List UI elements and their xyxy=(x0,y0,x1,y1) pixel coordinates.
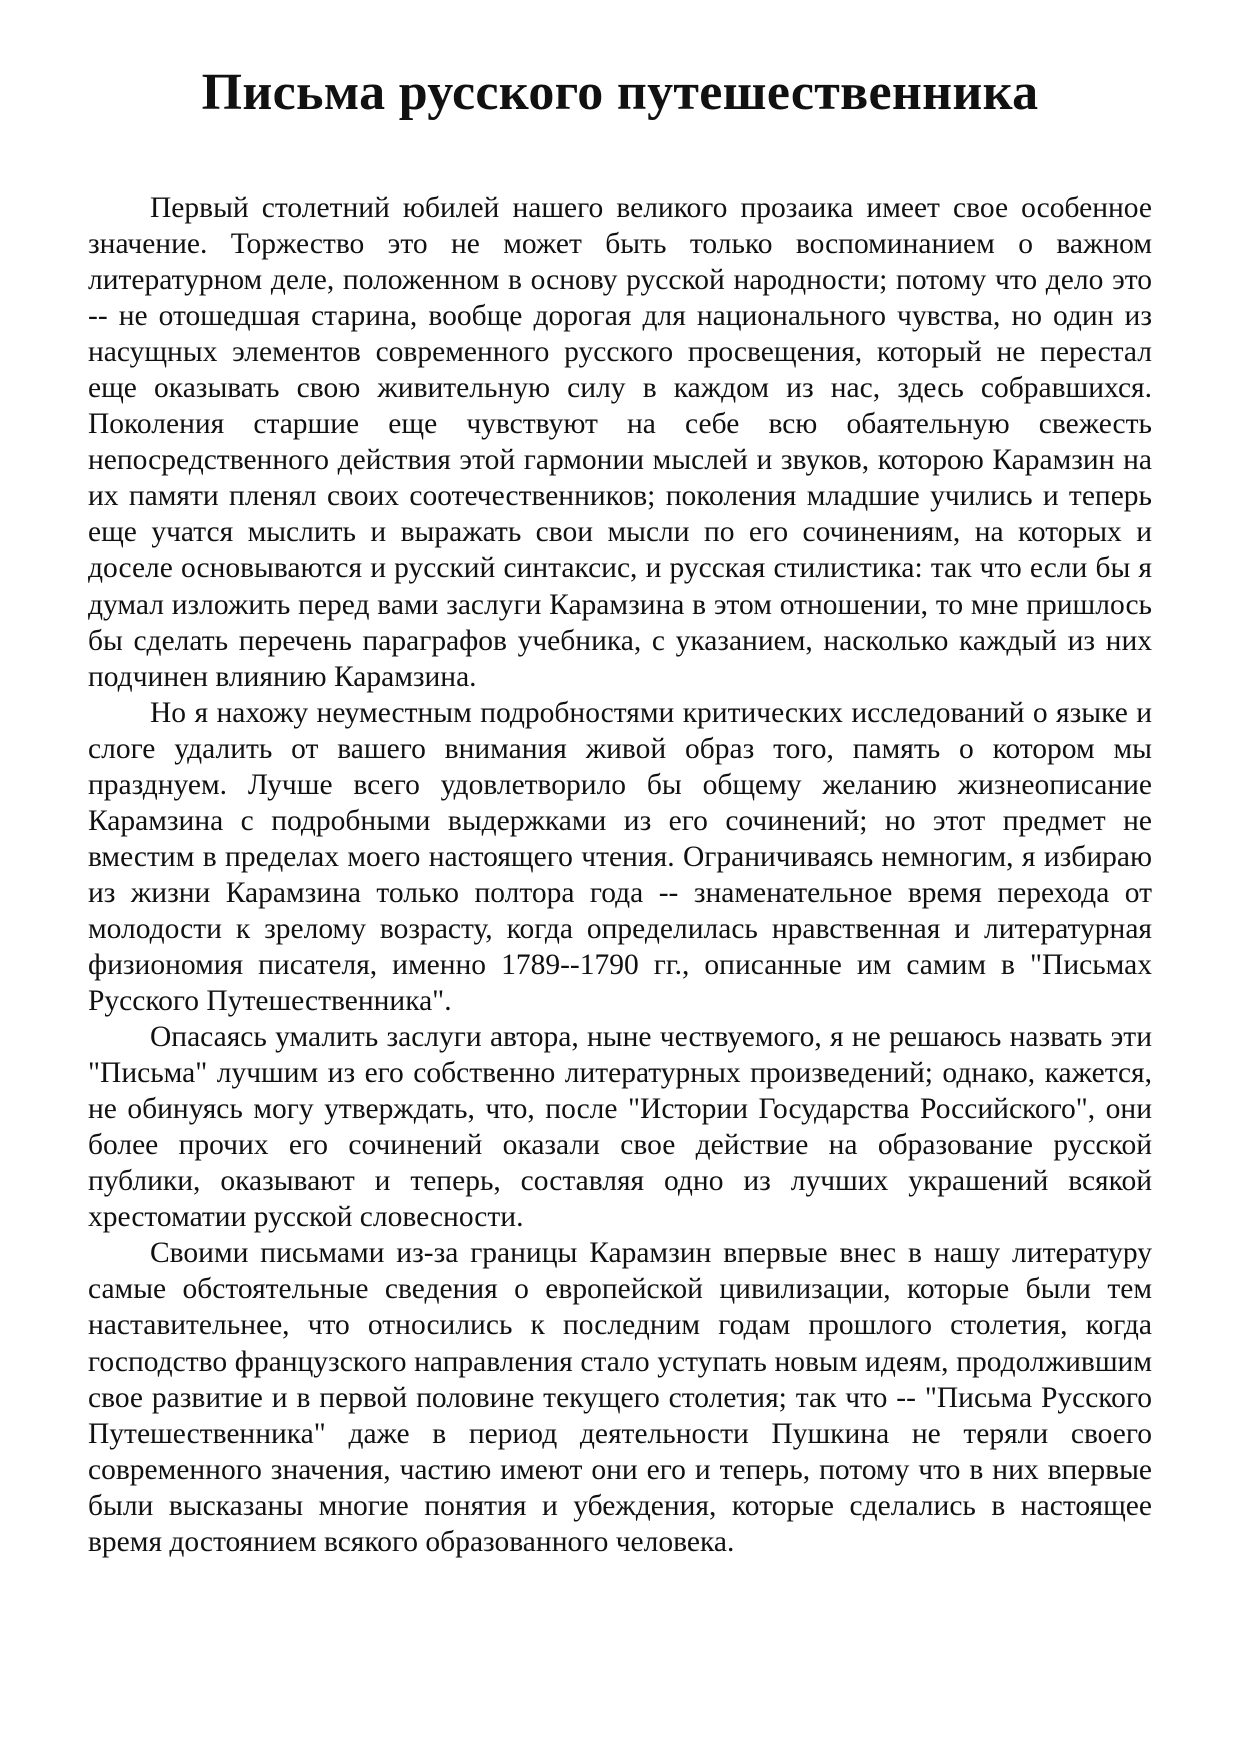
paragraph-4: Своими письмами из-за границы Карамзин впервые внес в нашу литературу самые обстоятельные сведения о европейской цивилизации, которые были тем наставительнее, что относились к последним годам прошлого столетия, когда господство французского направления стало уступать новым идеям, продолжившим свое развитие и в первой половине текущего столетия; так что -- "Письма Русского Путешественника" даже в период деятельности Пушкина не теряли своего современного значения, частию имеют они его и теперь, потому что в них впервые были высказаны многие понятия и убеждения, которые сделались в настоящее время достоянием всякого образованного человека. xyxy=(88,1237,1152,1558)
paragraph-2: Но я нахожу неуместным подробностями критических исследований о языке и слоге удалить от вашего внимания живой образ того, память о котором мы празднуем. Лучше всего удовлетворило бы общему желанию жизнеописание Карамзина с подробными выдержками из его сочинений; но этот предмет не вместим в пределах моего настоящего чтения. Ограничиваясь немногим, я избираю из жизни Карамзина только полтора года -- знаменательное время перехода от молодости к зрелому возрасту, когда определилась нравственная и литературная физиономия писателя, именно 1789--1790 гг., описанные им самим в "Письмах Русского Путешественника". xyxy=(88,696,1152,1018)
paragraph-3: Опасаясь умалить заслуги автора, ныне чествуемого, я не решаюсь назвать эти "Письма" лучшим из его собственно литературных произведений; однако, кажется, не обинуясь могу утверждать, что, после "Истории Государства Российского", они более прочих его сочинений оказали свое действие на образование русской публики, оказывают и теперь, составляя одно из лучших украшений всякой хрестоматии русской словесности. xyxy=(88,1021,1152,1234)
page-title: Письма русского путешественника xyxy=(201,64,1039,121)
paragraph-1: Первый столетний юбилей нашего великого прозаика имеет свое особенное значение. Торжество это не может быть только воспоминанием о важном литературном деле, положенном в основу русской народности; потому что дело это -- не отошедшая старина, вообще дорогая для национального чувства, но один из насущных элементов современного русского просвещения, который не перестал еще оказывать свою живительную силу в каждом из нас, здесь собравшихся. Поколения старшие еще чувствуют на себе всю обаятельную свежесть непосредственного действия этой гармонии мыслей и звуков, которою Карамзин на их памяти пленял своих соотечественников; поколения младшие учились и теперь еще учатся мыслить и выражать свои мысли по его сочинениям, на которых и доселе основываются и русский синтаксис, и русская стилистика: так что если бы я думал изложить перед вами заслуги Карамзина в этом отношении, то мне пришлось бы сделать перечень параграфов учебника, с указанием, насколько каждый из них подчинен влиянию Карамзина. xyxy=(88,192,1152,693)
article-body xyxy=(88,190,1152,1560)
